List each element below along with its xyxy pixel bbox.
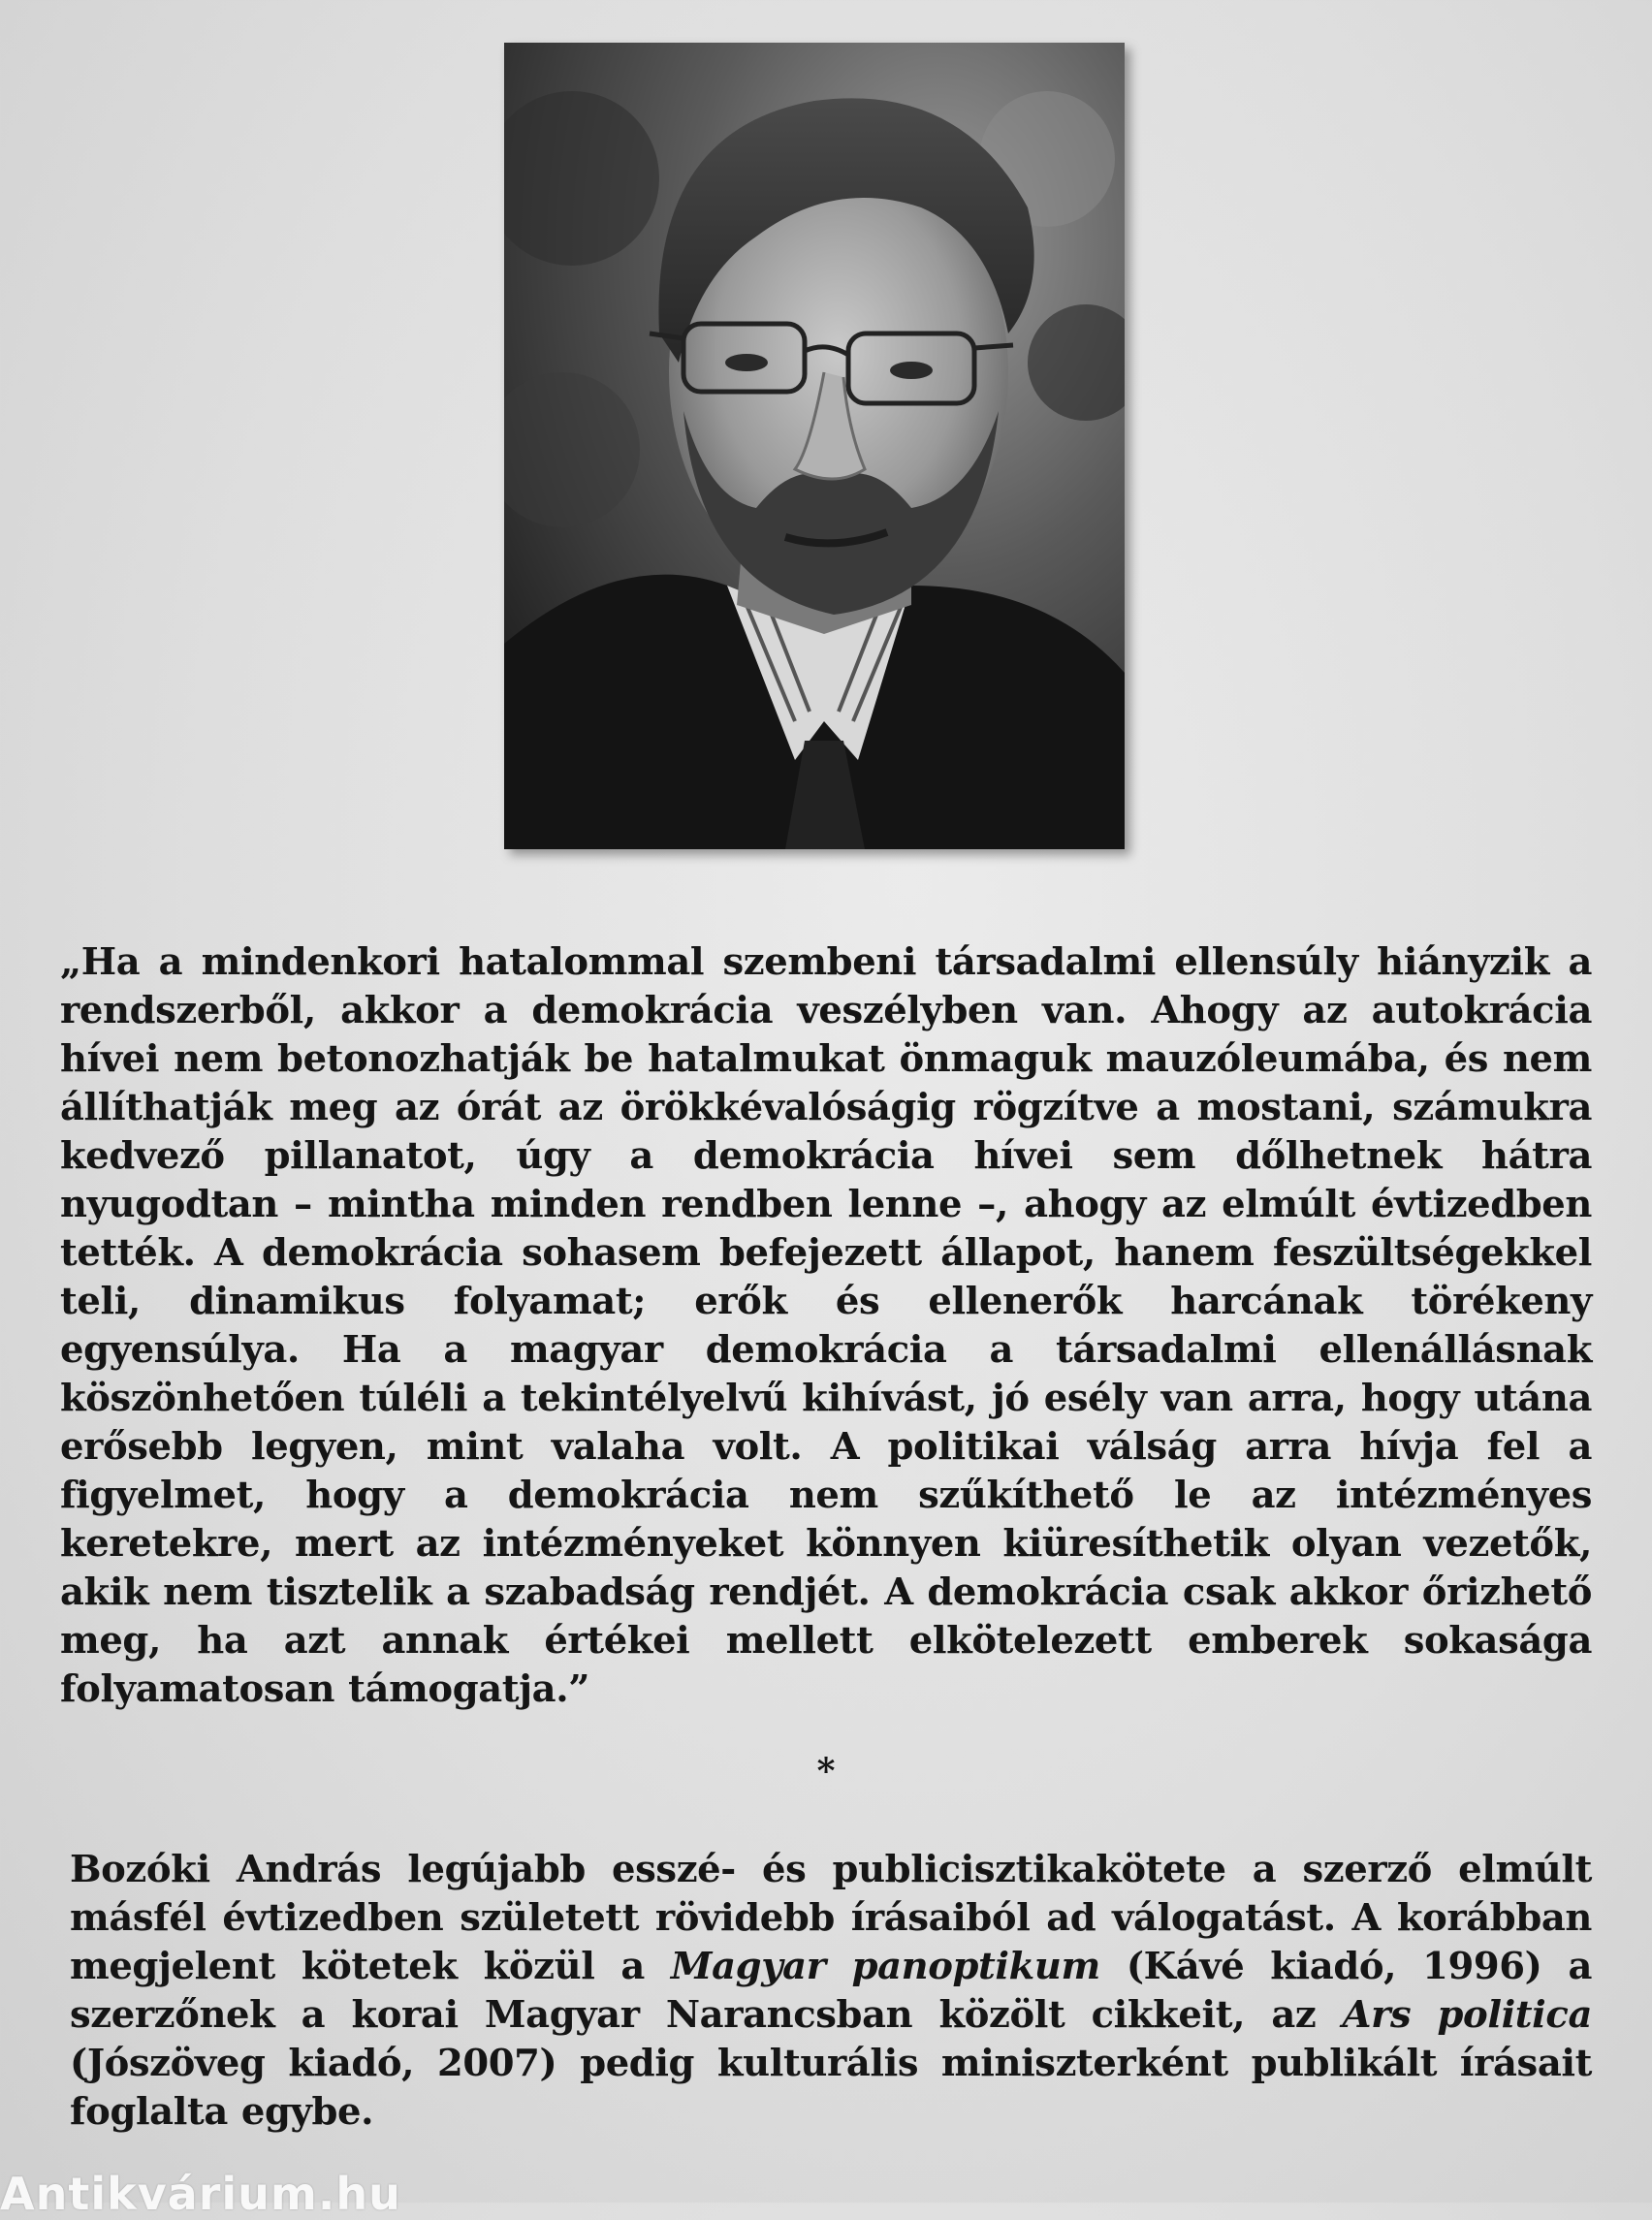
author-portrait xyxy=(504,43,1125,849)
book-title-magyar-panoptikum: Magyar panoptikum xyxy=(670,1945,1100,1988)
description-text-2: (Kávé kiadó, 1996) a szerzőnek a korai Magyar Narancsban közölt cikkeit, az xyxy=(70,1945,1592,2037)
book-title-ars-politica: Ars politica xyxy=(1342,1993,1592,2037)
section-separator: * xyxy=(816,1751,836,1792)
description-text-3: (Jószöveg kiadó, 2007) pedig kulturális miniszterként publikált írásait foglalta egybe. xyxy=(70,2042,1592,2134)
book-description xyxy=(70,1846,1592,2137)
author-portrait-image xyxy=(504,43,1125,849)
watermark: Antikvárium.hu xyxy=(0,2168,401,2220)
description-text-1: Bozóki András legújabb esszé- és publicisztikakötete a szerző elmúlt másfél évtizedben született rövidebb írásaiból ad válogatást. A korábban megjelent kötetek közül a xyxy=(70,1848,1592,1988)
quote-paragraph: „Ha a mindenkori hatalommal szembeni társadalmi ellensúly hiányzik a rendszerből, akkor a demokrácia veszélyben van. Ahogy az autokrácia hívei nem betonozhatják be hatalmukat önmaguk mauzóleumába, és nem állíthatják meg az órát az örökkévalóságig rögzítve a mostani, számukra kedvező pillanatot, úgy a demokrácia hívei sem dőlhetnek hátra nyugodtan – mintha minden rendben lenne –, ahogy az elmúlt évtizedben tették. A demokrácia sohasem befejezett állapot, hanem feszültségekkel teli, dinamikus folyamat; erők és ellenerők harcának törékeny egyensúlya. Ha a magyar demokrácia a társadalmi ellenállásnak köszönhetően túléli a tekintélyelvű kihívást, jó esély van arra, hogy utána erősebb legyen, mint valaha volt. A politikai válság arra hívja fel a figyelmet, hogy a demokrácia nem szűkíthető le az intézményes keretekre, mert az intézményeket könnyen kiüresíthetik olyan vezetők, akik nem tisztelik a szabadság rendjét. A demokrácia csak akkor őrizhető meg, ha azt annak értékei mellett elkötelezett emberek sokasága folyamatosan támogatja.” xyxy=(60,940,1592,1711)
